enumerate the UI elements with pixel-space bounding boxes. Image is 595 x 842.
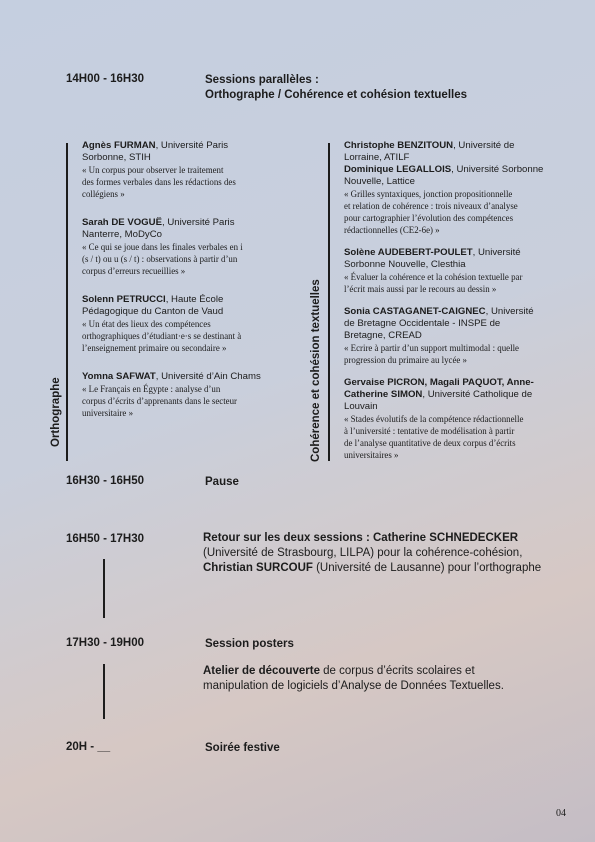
speaker-name: Sonia CASTAGANET-CAIGNEC [344, 306, 486, 317]
speaker-name: Gervaise PICRON, Magali PAQUOT, Anne- [344, 377, 534, 388]
soiree-time: 20H - __ [66, 741, 111, 753]
speaker-line [344, 164, 579, 176]
speaker-name: Christophe BENZITOUN [344, 140, 454, 151]
talk-title: pour cartographier l’évolution des compétences [344, 213, 514, 223]
sessions-time: 14H00 - 16H30 [66, 73, 144, 85]
speaker-affiliation: Pédagogique du Canton de Vaud [82, 306, 224, 317]
talk-title: universitaires » [344, 450, 399, 460]
program-entry [82, 217, 297, 277]
speaker-affiliation: de Bretagne Occidentale - INSPE de [344, 318, 501, 329]
speaker-affiliation: , Université Catholique de [422, 389, 533, 400]
talk-title: « Ce qui se joue dans les finales verbales en i [82, 242, 243, 252]
talk-title: l’écrit mais aussi par le recours au dessin » [344, 284, 497, 294]
speaker-line [344, 389, 579, 401]
speaker-affiliation: , Université Sorbonne [451, 164, 544, 175]
page-number: 04 [556, 808, 566, 819]
retour-divider [103, 559, 105, 618]
speaker-line [344, 259, 579, 271]
talk-title: « Stades évolutifs de la compétence rédactionnelle [344, 414, 524, 424]
talk-title: corpus d’erreurs recueillies » [82, 266, 186, 276]
speaker-affiliation: , Université Paris [155, 140, 229, 151]
program-entry [344, 247, 579, 295]
talk-title: « Un corpus pour observer le traitement [82, 165, 224, 175]
retour-time: 16H50 - 17H30 [66, 533, 144, 545]
speaker-name: Yomna SAFWAT [82, 371, 156, 382]
posters-divider [103, 664, 105, 719]
speaker-name: Sarah DE VOGUË [82, 217, 162, 228]
speaker-affiliation: Sorbonne, STIH [82, 152, 151, 163]
speaker-line [82, 140, 297, 152]
soiree-title: Soirée festive [205, 742, 280, 754]
speaker-name: Solenn PETRUCCI [82, 294, 166, 305]
speaker-line [82, 371, 297, 383]
program-entry [82, 294, 297, 354]
posters-time: 17H30 - 19H00 [66, 637, 144, 649]
speaker-line [82, 217, 297, 229]
speaker-affiliation: Louvain [344, 401, 378, 412]
speaker-affiliation: Sorbonne Nouvelle, Clesthia [344, 259, 466, 270]
speaker-line [344, 247, 579, 259]
program-entry [344, 377, 579, 461]
talk-title: à l’université : tentative de modélisation à partir [344, 426, 515, 436]
talk-title: « Grilles syntaxiques, jonction propositionnelle [344, 189, 513, 199]
speaker-line [344, 176, 579, 188]
talk-title: de l’analyse quantitative de deux corpus d’écrits [344, 438, 516, 448]
speaker-name: Solène AUDEBERT-POULET [344, 247, 473, 258]
program-entry [344, 140, 579, 236]
speaker-line [344, 401, 579, 413]
talk-title: des formes verbales dans les rédactions des [82, 177, 236, 187]
speaker-affiliation: , Université [472, 247, 521, 258]
speaker-line [344, 318, 579, 330]
speaker-affiliation: , Université [485, 306, 534, 317]
speaker-affiliation: , Université de [453, 140, 515, 151]
coherence-entries [344, 140, 579, 472]
talk-title: l’enseignement primaire ou secondaire » [82, 343, 227, 353]
speaker-name: Catherine SIMON [344, 389, 423, 400]
speaker-line [82, 294, 297, 306]
speaker-affiliation: Bretagne, CREAD [344, 330, 422, 341]
speaker-name: Agnès FURMAN [82, 140, 156, 151]
speaker-affiliation: , Université Paris [161, 217, 235, 228]
orthographe-entries [82, 140, 297, 436]
talk-title: collégiens » [82, 189, 125, 199]
talk-title: orthographiques d’étudiant·e·s se destinant à [82, 331, 242, 341]
coherence-label: Cohérence et cohésion textuelles [310, 279, 322, 462]
program-entry [344, 306, 579, 366]
speaker-line [344, 377, 579, 389]
speaker-line [344, 330, 579, 342]
talk-title: (s / t) ou u (s / t) : observations à partir d’un [82, 254, 238, 264]
speaker-affiliation: , Université d’Ain Chams [155, 371, 261, 382]
retour-text: Retour sur les deux sessions : Catherine SCHNEDECKER (Université de Strasbourg, LILPA) pour la cohérence-cohésion, Christian SURCOUF (Université de Lausanne) pour l’orthographe [203, 532, 542, 574]
program-entry [82, 140, 297, 200]
speaker-affiliation: Nanterre, MoDyCo [82, 229, 162, 240]
atelier-text: Atelier de découverte de corpus d’écrits scolaires et manipulation de logiciels d’Analyse de Données Textuelles. [203, 665, 504, 692]
speaker-affiliation: Nouvelle, Lattice [344, 176, 415, 187]
orthographe-label: Orthographe [50, 377, 62, 447]
talk-title: « Le Français en Égypte : analyse d’un [82, 384, 221, 394]
coherence-divider [328, 143, 330, 461]
talk-title: corpus d’écrits d’apprenants dans le secteur [82, 396, 238, 406]
posters-title: Session posters [205, 638, 294, 650]
talk-title: « Ecrire à partir d’un support multimodal : quelle [344, 343, 519, 353]
speaker-affiliation: , Haute École [165, 294, 224, 305]
talk-title: rédactionnelles (CE2-6e) » [344, 225, 440, 235]
pause-title: Pause [205, 476, 239, 488]
speaker-affiliation: Lorraine, ATILF [344, 152, 410, 163]
orthographe-divider [66, 143, 68, 461]
talk-title: « Un état des lieux des compétences [82, 319, 211, 329]
talk-title: progression du primaire au lycée » [344, 355, 467, 365]
talk-title: universitaire » [82, 408, 134, 418]
talk-title: et relation de cohérence : trois niveaux d’analyse [344, 201, 518, 211]
talk-title: « Évaluer la cohérence et la cohésion textuelle par [344, 272, 523, 282]
speaker-line [344, 152, 579, 164]
speaker-name: Dominique LEGALLOIS [344, 164, 452, 175]
pause-time: 16H30 - 16H50 [66, 475, 144, 487]
sessions-title: Sessions parallèles : Orthographe / Cohérence et cohésion textuelles [205, 74, 468, 101]
speaker-line [344, 140, 579, 152]
program-entry [82, 371, 297, 419]
speaker-line [344, 306, 579, 318]
